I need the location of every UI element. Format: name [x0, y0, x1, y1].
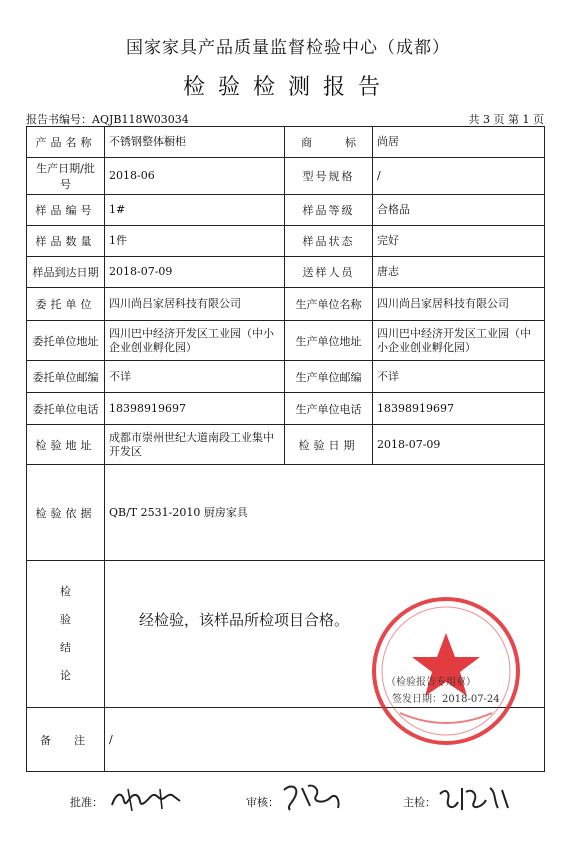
basis-row: [27, 465, 545, 561]
official-seal: [370, 595, 522, 747]
field-value: 2018-06: [105, 158, 285, 195]
field-label: 委托单位邮编: [27, 361, 105, 393]
field-value: 18398919697: [373, 393, 545, 425]
report-title: 检验检测报告: [182, 75, 393, 100]
field-label: 检验地址: [27, 425, 105, 465]
field-label: 委托单位地址: [27, 321, 105, 361]
table-row: [27, 393, 545, 425]
conclusion-label-char: 结: [60, 641, 71, 654]
field-value: 四川巴中经济开发区工业园（中小企业创业孵化园）: [105, 321, 285, 361]
basis-label: 检验依据: [27, 465, 105, 561]
conclusion-label-char: 检: [60, 585, 71, 598]
field-label: 生产单位地址: [285, 321, 373, 361]
field-label: 送样人员: [285, 257, 373, 288]
field-label: 生产日期/批号: [27, 158, 105, 195]
conclusion-label: [27, 561, 105, 708]
field-value: 尚居: [373, 127, 545, 158]
review-signature: [280, 780, 344, 814]
field-value: 不详: [105, 361, 285, 393]
chief-signature: [436, 782, 512, 814]
field-value: 唐志: [373, 257, 545, 288]
field-label: 检验日期: [285, 425, 373, 465]
field-value: 1件: [105, 226, 285, 257]
chief-label: 主检：: [403, 796, 436, 809]
field-label: 型号规格: [285, 158, 373, 195]
remark-value: /: [105, 708, 545, 772]
field-label: 委托单位电话: [27, 393, 105, 425]
field-label: 产品名称: [27, 127, 105, 158]
table-row: [27, 361, 545, 393]
review-label: 审核：: [246, 796, 279, 809]
conclusion-label-char: 验: [60, 613, 71, 626]
table-row: [27, 226, 545, 257]
remark-label: 备 注: [27, 708, 105, 772]
field-value: 18398919697: [105, 393, 285, 425]
basis-value: QB/T 2531-2010 厨房家具: [105, 465, 545, 561]
table-row: [27, 195, 545, 226]
conclusion-text: 经检验，该样品所检项目合格。: [139, 611, 350, 629]
field-value: 2018-07-09: [105, 257, 285, 288]
approve-signature: [108, 785, 184, 813]
field-label: 样品编号: [27, 195, 105, 226]
field-value: 四川尚吕家居科技有限公司: [105, 288, 285, 321]
field-value: 四川巴中经济开发区工业园（中小企业创业孵化园）: [373, 321, 545, 361]
table-row: [27, 425, 545, 465]
table-row: [27, 257, 545, 288]
field-label: 生产单位电话: [285, 393, 373, 425]
field-value: 成都市崇州世纪大道南段工业集中开发区: [105, 425, 285, 465]
field-label: 商 标: [285, 127, 373, 158]
table-row: [27, 158, 545, 195]
field-value: /: [373, 158, 545, 195]
issue-date: 签发日期：2018-07-24: [392, 694, 500, 705]
field-label: 样品状态: [285, 226, 373, 257]
table-row: [27, 288, 545, 321]
field-value: 不锈钢整体橱柜: [105, 127, 285, 158]
field-label: 样品到达日期: [27, 257, 105, 288]
approve-label: 批准：: [70, 796, 103, 809]
table-row: [27, 321, 545, 361]
conclusion-label-char: 论: [60, 669, 71, 682]
table-row: [27, 127, 545, 158]
stamp-note: （检验报告专用章）: [386, 677, 476, 688]
org-name: 国家家具产品质量监督检验中心（成都）: [126, 38, 450, 58]
report-number: 报告书编号：AQJB118W03034: [26, 113, 189, 126]
field-value: 合格品: [373, 195, 545, 226]
field-label: 生产单位邮编: [285, 361, 373, 393]
page-number: 共 3 页 第 1 页: [468, 113, 544, 126]
seal-arc: [400, 713, 492, 723]
field-value: 完好: [373, 226, 545, 257]
field-value: 不详: [373, 361, 545, 393]
field-label: 委托单位: [27, 288, 105, 321]
field-value: 2018-07-09: [373, 425, 545, 465]
field-label: 生产单位名称: [285, 288, 373, 321]
field-value: 1#: [105, 195, 285, 226]
field-label: 样品数量: [27, 226, 105, 257]
field-label: 样品等级: [285, 195, 373, 226]
field-value: 四川尚吕家居科技有限公司: [373, 288, 545, 321]
